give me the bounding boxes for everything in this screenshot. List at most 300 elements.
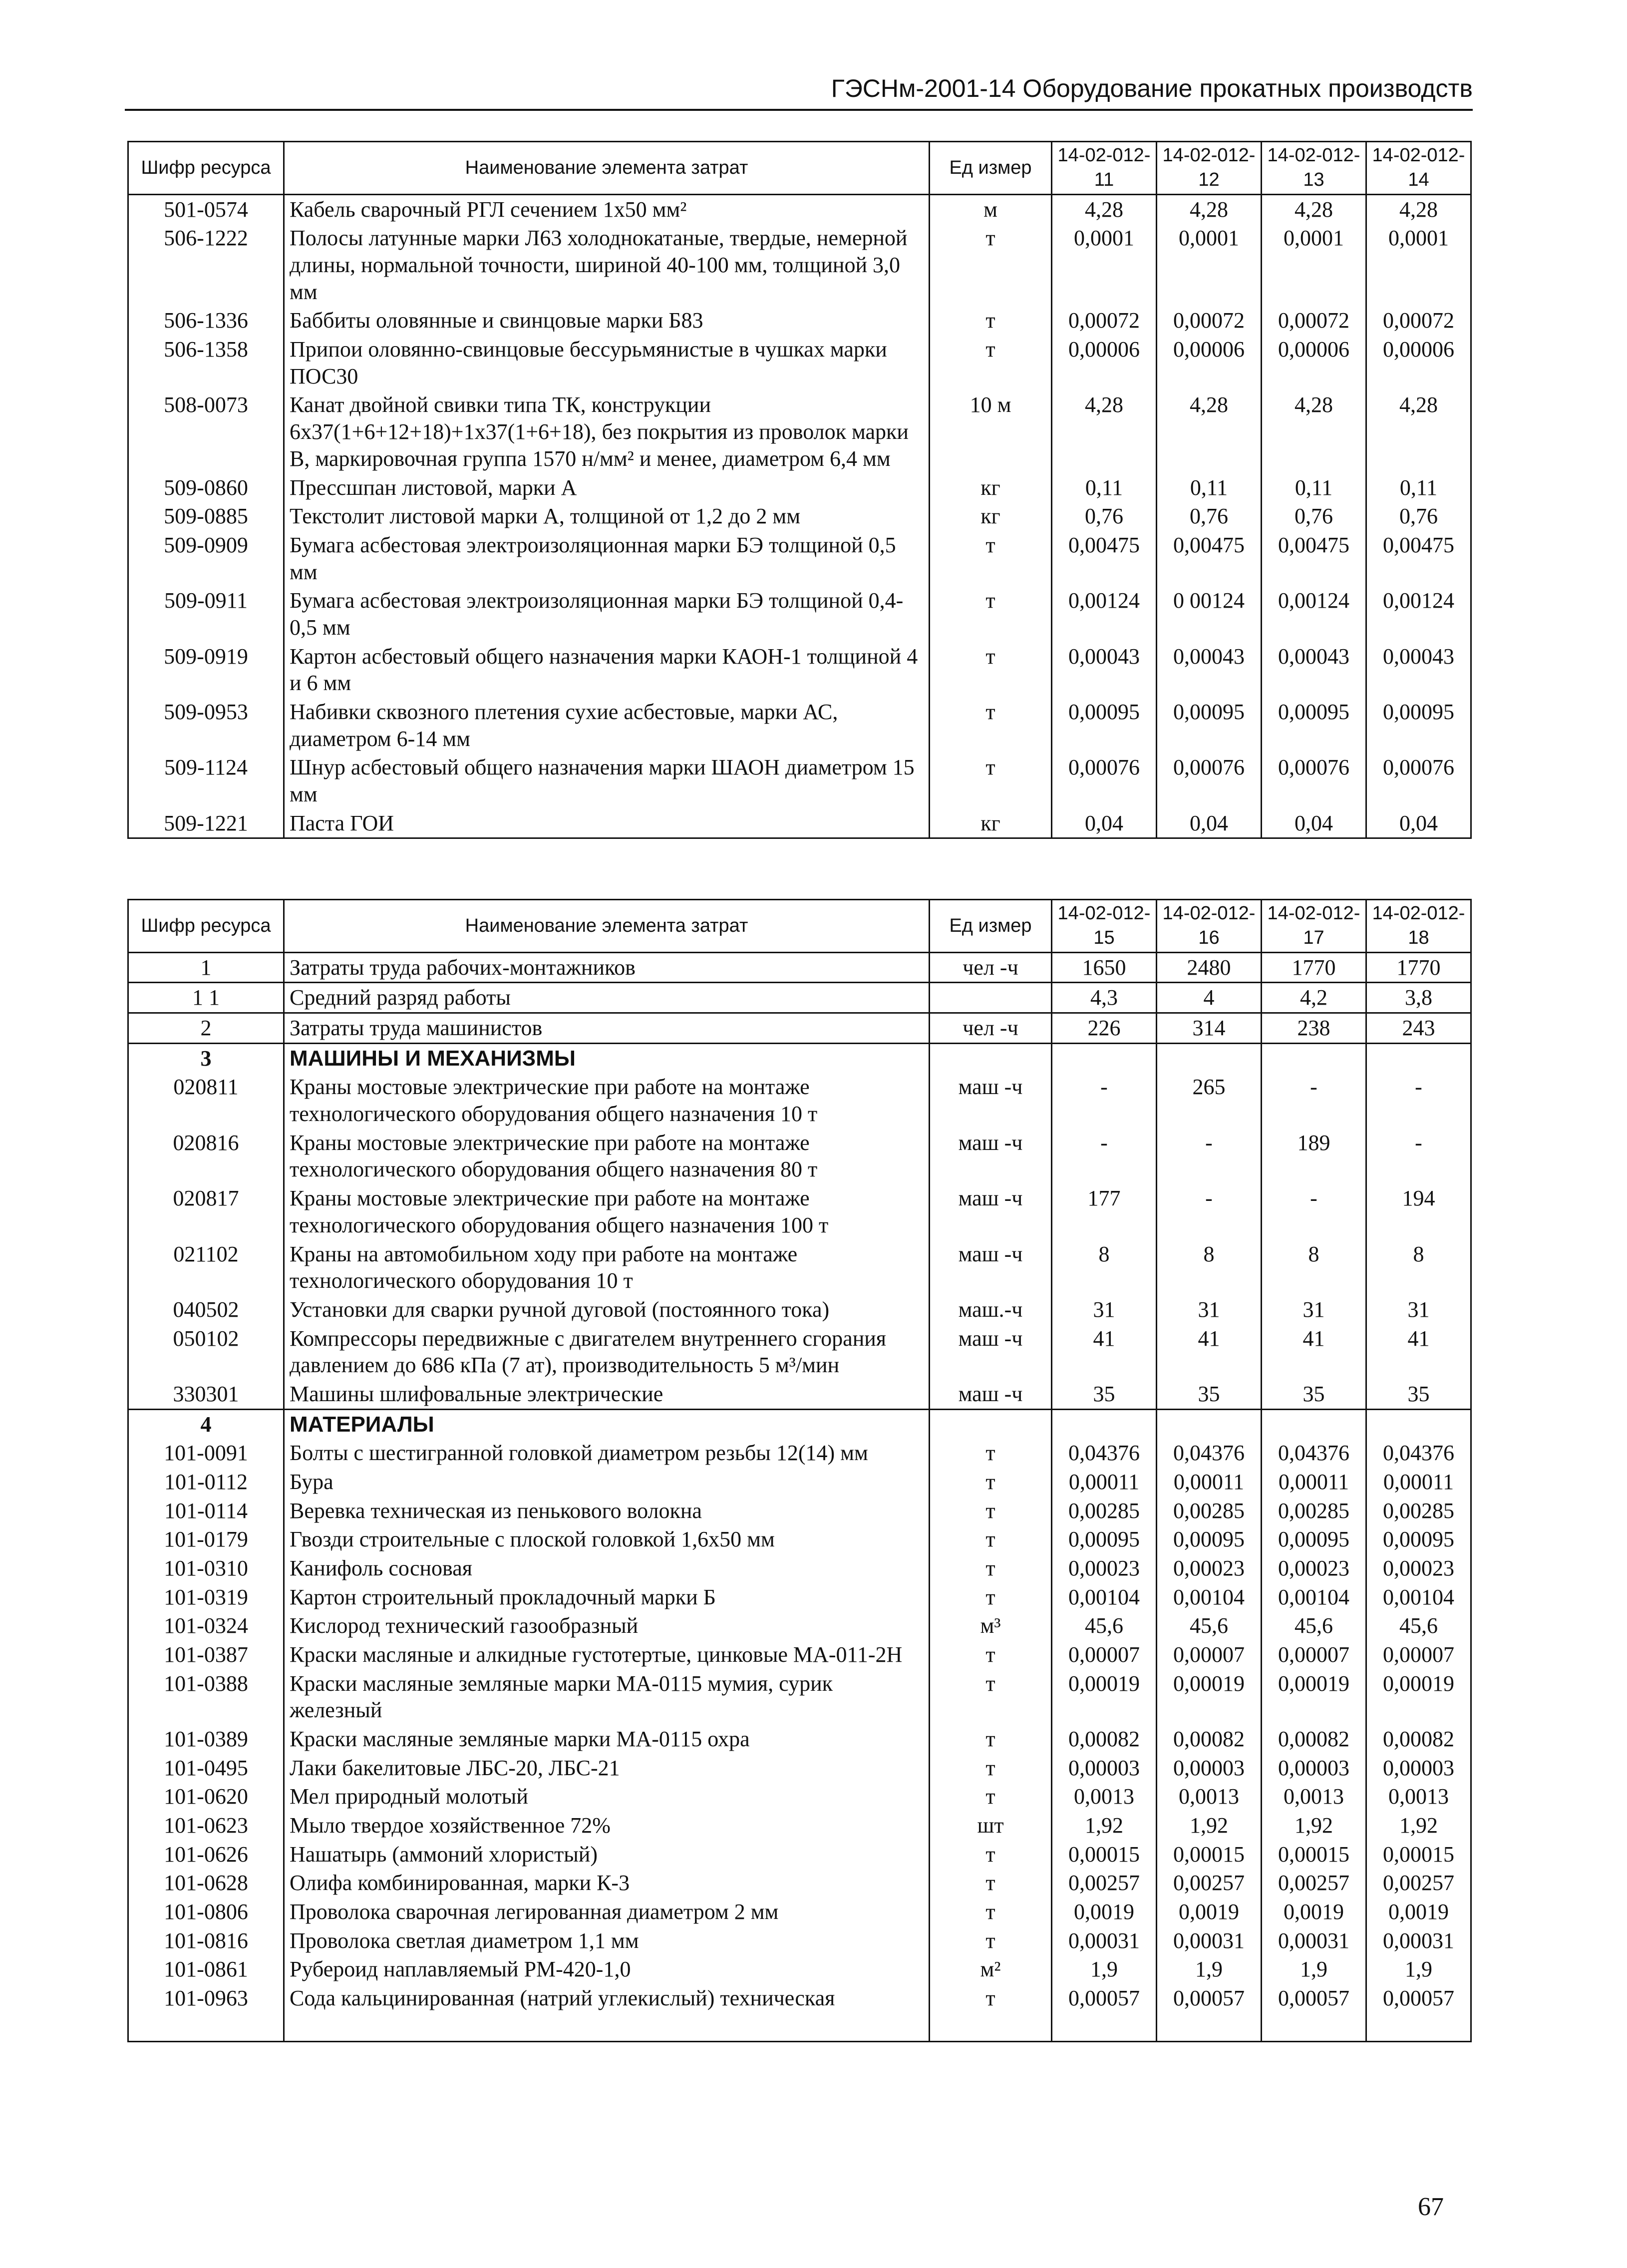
table-row: [128, 473, 1471, 502]
resource-name: МАТЕРИАЛЫ: [284, 1409, 930, 1439]
table-row: [128, 1043, 1471, 1073]
resource-name: Набивки сквозного плетения сухие асбестовые, марки АС, диаметром 6-14 мм: [284, 698, 930, 753]
resource-value: 0,00007: [1366, 1640, 1471, 1669]
resource-name: Веревка техническая из пенькового волокна: [284, 1497, 930, 1525]
table-row: [128, 1439, 1471, 1468]
resource-unit: т: [930, 531, 1052, 586]
table-row: [128, 1754, 1471, 1783]
resource-value: 0,04376: [1052, 1439, 1157, 1468]
header-col-3: 14-02-012-17: [1262, 900, 1366, 953]
table-row: [128, 1897, 1471, 1926]
resource-value: 1,9: [1366, 1955, 1471, 1984]
resource-unit: чел -ч: [930, 1013, 1052, 1044]
resource-value: 0,00015: [1157, 1840, 1262, 1869]
resource-unit: т: [930, 586, 1052, 642]
table-row: [128, 1811, 1471, 1840]
resource-value: -: [1052, 1129, 1157, 1184]
resource-value: 0,00104: [1052, 1583, 1157, 1612]
page-header: ГЭСНм-2001-14 Оборудование прокатных производств: [125, 74, 1473, 111]
resource-value: 0,00057: [1262, 1984, 1366, 2042]
resource-value: 0,00015: [1262, 1840, 1366, 1869]
header-unit: Ед измер: [930, 900, 1052, 953]
resource-name: Средний разряд работы: [284, 983, 930, 1013]
resource-code: 020811: [128, 1073, 284, 1128]
resource-value: 0,00057: [1052, 1984, 1157, 2042]
resource-name: Олифа комбинированная, марки К-3: [284, 1869, 930, 1897]
resource-value: 0,00124: [1262, 586, 1366, 642]
resource-name: Лаки бакелитовые ЛБС-20, ЛБС-21: [284, 1754, 930, 1783]
resource-value: 45,6: [1157, 1611, 1262, 1640]
resource-value: 4,28: [1052, 194, 1157, 224]
resource-value: 41: [1157, 1324, 1262, 1380]
resource-name: Кислород технический газообразный: [284, 1611, 930, 1640]
resource-code: 1 1: [128, 983, 284, 1013]
resource-value: 0,00011: [1366, 1468, 1471, 1497]
resource-value: 4,28: [1262, 390, 1366, 473]
resource-unit: т: [930, 1754, 1052, 1783]
resource-code: 040502: [128, 1295, 284, 1324]
resource-name: Полосы латунные марки Л63 холоднокатаные, твердые, немерной длины, нормальной точности, шириной 40-100 мм, толщиной 3,0 мм: [284, 224, 930, 306]
resource-unit: 10 м: [930, 390, 1052, 473]
resource-code: 509-0953: [128, 698, 284, 753]
resource-name: Кабель сварочный РГЛ сечением 1х50 мм²: [284, 194, 930, 224]
resource-unit: т: [930, 1554, 1052, 1583]
resource-unit: т: [930, 1984, 1052, 2042]
resource-name: Шнур асбестовый общего назначения марки ШАОН диаметром 15 мм: [284, 753, 930, 808]
table-row: [128, 1926, 1471, 1955]
resource-value: 0,0019: [1366, 1897, 1471, 1926]
header-name: Наименование элемента затрат: [284, 900, 930, 953]
table-row: [128, 1669, 1471, 1725]
resource-value: 1,92: [1157, 1811, 1262, 1840]
resource-name: Текстолит листовой марки А, толщиной от 1,2 до 2 мм: [284, 502, 930, 531]
resource-name: Краски масляные и алкидные густотертые, цинковые МА-011-2Н: [284, 1640, 930, 1669]
resource-value: 0,00003: [1366, 1754, 1471, 1783]
resource-value: 0,0019: [1052, 1897, 1157, 1926]
resource-value: 0,00082: [1262, 1725, 1366, 1754]
resource-value: 0,00072: [1262, 306, 1366, 335]
resource-value: 0,00011: [1052, 1468, 1157, 1497]
resource-value: 0,0013: [1157, 1782, 1262, 1811]
resource-value: 31: [1366, 1295, 1471, 1324]
header-col-1: 14-02-012-11: [1052, 142, 1157, 195]
table-row: [128, 1468, 1471, 1497]
resource-code: 501-0574: [128, 194, 284, 224]
resource-value: [1157, 1409, 1262, 1439]
resource-value: 0,00031: [1052, 1926, 1157, 1955]
resource-code: 101-0628: [128, 1869, 284, 1897]
resource-value: 0,00019: [1366, 1669, 1471, 1725]
resource-value: 1,92: [1052, 1811, 1157, 1840]
resource-name: Проволока сварочная легированная диаметром 2 мм: [284, 1897, 930, 1926]
resource-value: 0,04: [1157, 809, 1262, 838]
resource-name: Компрессоры передвижные с двигателем внутреннего сгорания давлением до 686 кПа (7 ат), производительность 5 м³/мин: [284, 1324, 930, 1380]
table-row: [128, 1240, 1471, 1295]
resource-value: 243: [1366, 1013, 1471, 1044]
table-row: [128, 1497, 1471, 1525]
header-col-4: 14-02-012-18: [1366, 900, 1471, 953]
resource-value: 0,11: [1366, 473, 1471, 502]
resource-value: 0,00072: [1157, 306, 1262, 335]
table-header-row: [128, 142, 1471, 195]
resource-value: 0,00006: [1262, 335, 1366, 390]
resource-value: 0,00007: [1262, 1640, 1366, 1669]
resource-value: 238: [1262, 1013, 1366, 1044]
resource-unit: т: [930, 1782, 1052, 1811]
resource-value: 0,00076: [1262, 753, 1366, 808]
resource-code: 2: [128, 1013, 284, 1044]
table-row: [128, 809, 1471, 838]
resource-name: Установки для сварки ручной дуговой (постоянного тока): [284, 1295, 930, 1324]
table-row: [128, 306, 1471, 335]
resource-name: Бумага асбестовая электроизоляционная марки БЭ толщиной 0,5 мм: [284, 531, 930, 586]
table-row: [128, 1184, 1471, 1239]
resource-table-2: [127, 899, 1472, 2042]
resource-value: 0,00285: [1052, 1497, 1157, 1525]
table-row: [128, 586, 1471, 642]
resource-unit: т: [930, 1583, 1052, 1612]
resource-unit: м³: [930, 1611, 1052, 1640]
resource-value: [1366, 1409, 1471, 1439]
resource-value: -: [1052, 1073, 1157, 1128]
table-row: [128, 952, 1471, 983]
resource-name: Краны мостовые электрические при работе на монтаже технологического оборудования общего назначения 80 т: [284, 1129, 930, 1184]
resource-name: Бумага асбестовая электроизоляционная марки БЭ толщиной 0,4-0,5 мм: [284, 586, 930, 642]
resource-value: 0,00257: [1052, 1869, 1157, 1897]
resource-value: 0,00104: [1157, 1583, 1262, 1612]
resource-value: -: [1262, 1184, 1366, 1239]
resource-value: 0,00095: [1366, 698, 1471, 753]
resource-value: 3,8: [1366, 983, 1471, 1013]
table-row: [128, 1295, 1471, 1324]
resource-code: 509-0911: [128, 586, 284, 642]
resource-value: 4,28: [1262, 194, 1366, 224]
resource-value: 0,00257: [1157, 1869, 1262, 1897]
resource-name: Нашатырь (аммоний хлористый): [284, 1840, 930, 1869]
resource-value: 1,92: [1366, 1811, 1471, 1840]
table-row: [128, 698, 1471, 753]
resource-value: 0,00072: [1366, 306, 1471, 335]
resource-value: 4,28: [1157, 194, 1262, 224]
table-row: [128, 531, 1471, 586]
resource-value: 0,00011: [1157, 1468, 1262, 1497]
table-row: [128, 1583, 1471, 1612]
resource-name: Машины шлифовальные электрические: [284, 1380, 930, 1409]
resource-value: 0,11: [1052, 473, 1157, 502]
table-row: [128, 1073, 1471, 1128]
resource-value: 35: [1052, 1380, 1157, 1409]
resource-value: 0,00031: [1366, 1926, 1471, 1955]
page-number: 67: [1418, 2193, 1444, 2221]
resource-value: 41: [1052, 1324, 1157, 1380]
table-row: [128, 335, 1471, 390]
resource-unit: м²: [930, 1955, 1052, 1984]
resource-value: 0,00076: [1052, 753, 1157, 808]
resource-name: Мыло твердое хозяйственное 72%: [284, 1811, 930, 1840]
header-name: Наименование элемента затрат: [284, 142, 930, 195]
resource-code: 101-0495: [128, 1754, 284, 1783]
header-unit: Ед измер: [930, 142, 1052, 195]
resource-name: Картон строительный прокладочный марки Б: [284, 1583, 930, 1612]
resource-code: 101-0091: [128, 1439, 284, 1468]
resource-value: 0,00023: [1262, 1554, 1366, 1583]
resource-value: 0,00082: [1157, 1725, 1262, 1754]
resource-unit: шт: [930, 1811, 1052, 1840]
resource-value: 4,28: [1052, 390, 1157, 473]
resource-value: 226: [1052, 1013, 1157, 1044]
resource-unit: маш.-ч: [930, 1295, 1052, 1324]
resource-value: 4,2: [1262, 983, 1366, 1013]
resource-value: 31: [1262, 1295, 1366, 1324]
resource-value: 2480: [1157, 952, 1262, 983]
resource-value: 0,00475: [1157, 531, 1262, 586]
resource-value: 0,00015: [1366, 1840, 1471, 1869]
resource-value: 0,0019: [1262, 1897, 1366, 1926]
resource-value: 0,00285: [1157, 1497, 1262, 1525]
header-col-1: 14-02-012-15: [1052, 900, 1157, 953]
resource-name: МАШИНЫ И МЕХАНИЗМЫ: [284, 1043, 930, 1073]
resource-value: 1650: [1052, 952, 1157, 983]
resource-name: Канифоль сосновая: [284, 1554, 930, 1583]
resource-value: 0,00043: [1366, 642, 1471, 698]
resource-unit: т: [930, 1869, 1052, 1897]
resource-value: 0,00124: [1366, 586, 1471, 642]
resource-code: 509-0919: [128, 642, 284, 698]
resource-value: 41: [1366, 1324, 1471, 1380]
resource-name: Сода кальцинированная (натрий углекислый) техническая: [284, 1984, 930, 2042]
table-row: [128, 753, 1471, 808]
resource-unit: т: [930, 753, 1052, 808]
resource-unit: кг: [930, 502, 1052, 531]
resource-code: 101-0112: [128, 1468, 284, 1497]
resource-unit: маш -ч: [930, 1240, 1052, 1295]
resource-value: 0,00019: [1052, 1669, 1157, 1725]
resource-value: 0,00031: [1157, 1926, 1262, 1955]
resource-value: 1,9: [1262, 1955, 1366, 1984]
resource-value: 4,28: [1157, 390, 1262, 473]
resource-unit: [930, 1409, 1052, 1439]
resource-code: 101-0387: [128, 1640, 284, 1669]
resource-value: 31: [1157, 1295, 1262, 1324]
resource-value: [1262, 1043, 1366, 1073]
resource-code: 020816: [128, 1129, 284, 1184]
resource-code: 101-0324: [128, 1611, 284, 1640]
table-row: [128, 1840, 1471, 1869]
resource-value: -: [1366, 1073, 1471, 1128]
resource-value: 177: [1052, 1184, 1157, 1239]
resource-value: [1157, 1043, 1262, 1073]
resource-unit: м: [930, 194, 1052, 224]
resource-value: -: [1366, 1129, 1471, 1184]
resource-name: Картон асбестовый общего назначения марки КАОН-1 толщиной 4 и 6 мм: [284, 642, 930, 698]
resource-value: 0,00007: [1052, 1640, 1157, 1669]
resource-unit: маш -ч: [930, 1129, 1052, 1184]
table-header-row: [128, 900, 1471, 953]
resource-name: Краски масляные земляные марки МА-0115 мумия, сурик железный: [284, 1669, 930, 1725]
resource-value: 0,00257: [1366, 1869, 1471, 1897]
resource-code: 508-0073: [128, 390, 284, 473]
resource-name: Затраты труда машинистов: [284, 1013, 930, 1044]
resource-value: 0,00095: [1157, 1525, 1262, 1554]
resource-value: 0,0019: [1157, 1897, 1262, 1926]
resource-code: 3: [128, 1043, 284, 1073]
resource-value: 0,04: [1262, 809, 1366, 838]
resource-value: 0,76: [1262, 502, 1366, 531]
resource-name: Проволока светлая диаметром 1,1 мм: [284, 1926, 930, 1955]
resource-code: 506-1358: [128, 335, 284, 390]
resource-value: [1052, 1043, 1157, 1073]
resource-unit: т: [930, 1926, 1052, 1955]
resource-name: Затраты труда рабочих-монтажников: [284, 952, 930, 983]
resource-value: 0,00019: [1157, 1669, 1262, 1725]
resource-unit: т: [930, 1897, 1052, 1926]
resource-value: 0,76: [1052, 502, 1157, 531]
resource-unit: т: [930, 642, 1052, 698]
resource-code: 506-1336: [128, 306, 284, 335]
resource-code: 4: [128, 1409, 284, 1439]
header-col-3: 14-02-012-13: [1262, 142, 1366, 195]
resource-unit: т: [930, 224, 1052, 306]
resource-name: Бура: [284, 1468, 930, 1497]
resource-code: 101-0806: [128, 1897, 284, 1926]
resource-value: 0,76: [1366, 502, 1471, 531]
resource-name: Краски масляные земляные марки МА-0115 охра: [284, 1725, 930, 1754]
resource-value: 0,00475: [1366, 531, 1471, 586]
resource-code: 101-0310: [128, 1554, 284, 1583]
resource-code: 101-0620: [128, 1782, 284, 1811]
table-row: [128, 642, 1471, 698]
resource-value: [1366, 1043, 1471, 1073]
resource-value: 0,00072: [1052, 306, 1157, 335]
resource-name: Прессшпан листовой, марки А: [284, 473, 930, 502]
resource-value: 1770: [1262, 952, 1366, 983]
resource-code: 021102: [128, 1240, 284, 1295]
resource-code: 101-0319: [128, 1583, 284, 1612]
resource-value: 0,00285: [1366, 1497, 1471, 1525]
resource-value: 0,00006: [1366, 335, 1471, 390]
resource-value: 0,00076: [1157, 753, 1262, 808]
resource-value: 8: [1262, 1240, 1366, 1295]
resource-code: 101-0179: [128, 1525, 284, 1554]
resource-code: 101-0816: [128, 1926, 284, 1955]
header-code: Шифр ресурса: [128, 900, 284, 953]
resource-value: 31: [1052, 1295, 1157, 1324]
resource-value: 0,04376: [1157, 1439, 1262, 1468]
resource-unit: т: [930, 1725, 1052, 1754]
resource-value: -: [1157, 1129, 1262, 1184]
header-col-4: 14-02-012-14: [1366, 142, 1471, 195]
resource-code: 020817: [128, 1184, 284, 1239]
resource-value: 0,00043: [1262, 642, 1366, 698]
resource-value: 45,6: [1262, 1611, 1366, 1640]
table-row: [128, 1640, 1471, 1669]
resource-value: 0,00104: [1262, 1583, 1366, 1612]
resource-unit: т: [930, 1468, 1052, 1497]
resource-value: 0,04: [1052, 809, 1157, 838]
resource-code: 050102: [128, 1324, 284, 1380]
resource-code: 509-0885: [128, 502, 284, 531]
resource-value: 0,00082: [1052, 1725, 1157, 1754]
resource-value: 0,0001: [1052, 224, 1157, 306]
resource-name: Припои оловянно-свинцовые бессурьмянистые в чушках марки ПОС30: [284, 335, 930, 390]
resource-value: 4,28: [1366, 194, 1471, 224]
resource-value: 1,9: [1157, 1955, 1262, 1984]
resource-value: [1052, 1409, 1157, 1439]
resource-value: 314: [1157, 1013, 1262, 1044]
resource-code: 101-0388: [128, 1669, 284, 1725]
resource-value: 0,00285: [1262, 1497, 1366, 1525]
header-code: Шифр ресурса: [128, 142, 284, 195]
resource-value: 0,00095: [1157, 698, 1262, 753]
resource-value: 0,00003: [1052, 1754, 1157, 1783]
resource-code: 101-0623: [128, 1811, 284, 1840]
resource-value: 0,00006: [1157, 335, 1262, 390]
table-row: [128, 1409, 1471, 1439]
resource-value: 8: [1366, 1240, 1471, 1295]
header-col-2: 14-02-012-12: [1157, 142, 1262, 195]
resource-value: 0,00095: [1052, 1525, 1157, 1554]
table-row: [128, 224, 1471, 306]
resource-value: 0,76: [1157, 502, 1262, 531]
table-row: [128, 1725, 1471, 1754]
resource-value: 1,9: [1052, 1955, 1157, 1984]
resource-code: 101-0963: [128, 1984, 284, 2042]
resource-code: 1: [128, 952, 284, 983]
resource-value: 0,0001: [1366, 224, 1471, 306]
resource-value: 0,00019: [1262, 1669, 1366, 1725]
resource-unit: [930, 983, 1052, 1013]
resource-unit: т: [930, 1840, 1052, 1869]
resource-value: 35: [1262, 1380, 1366, 1409]
resource-value: 0,00023: [1157, 1554, 1262, 1583]
resource-value: 4,28: [1366, 390, 1471, 473]
resource-unit: кг: [930, 473, 1052, 502]
resource-value: 0,00057: [1157, 1984, 1262, 2042]
table-row: [128, 1525, 1471, 1554]
resource-value: 1,92: [1262, 1811, 1366, 1840]
resource-unit: т: [930, 306, 1052, 335]
table-row: [128, 983, 1471, 1013]
resource-value: 1770: [1366, 952, 1471, 983]
resource-value: 0,00475: [1262, 531, 1366, 586]
resource-name: Рубероид наплавляемый РМ-420-1,0: [284, 1955, 930, 1984]
resource-value: -: [1262, 1073, 1366, 1128]
resource-value: 41: [1262, 1324, 1366, 1380]
table-row: [128, 1380, 1471, 1409]
resource-table-1: [127, 141, 1472, 839]
resource-code: 509-1221: [128, 809, 284, 838]
resource-name: Баббиты оловянные и свинцовые марки Б83: [284, 306, 930, 335]
resource-value: 4,3: [1052, 983, 1157, 1013]
table-row: [128, 1782, 1471, 1811]
table-row: [128, 1324, 1471, 1380]
resource-value: 0,04376: [1366, 1439, 1471, 1468]
table-row: [128, 1955, 1471, 1984]
resource-unit: т: [930, 1525, 1052, 1554]
resource-name: Канат двойной свивки типа ТК, конструкции 6х37(1+6+12+18)+1х37(1+6+18), без покрытия из проволок марки В, маркировочная группа 1570 н/мм² и менее, диаметром 6,4 мм: [284, 390, 930, 473]
resource-value: 0,00076: [1366, 753, 1471, 808]
resource-name: Краны мостовые электрические при работе на монтаже технологического оборудования общего назначения 10 т: [284, 1073, 930, 1128]
resource-value: 0,00043: [1157, 642, 1262, 698]
resource-unit: т: [930, 1497, 1052, 1525]
resource-value: 0,00043: [1052, 642, 1157, 698]
resource-value: 0,00006: [1052, 335, 1157, 390]
resource-unit: маш -ч: [930, 1184, 1052, 1239]
resource-value: -: [1157, 1184, 1262, 1239]
resource-unit: т: [930, 335, 1052, 390]
table-row: [128, 1984, 1471, 2042]
table-row: [128, 390, 1471, 473]
